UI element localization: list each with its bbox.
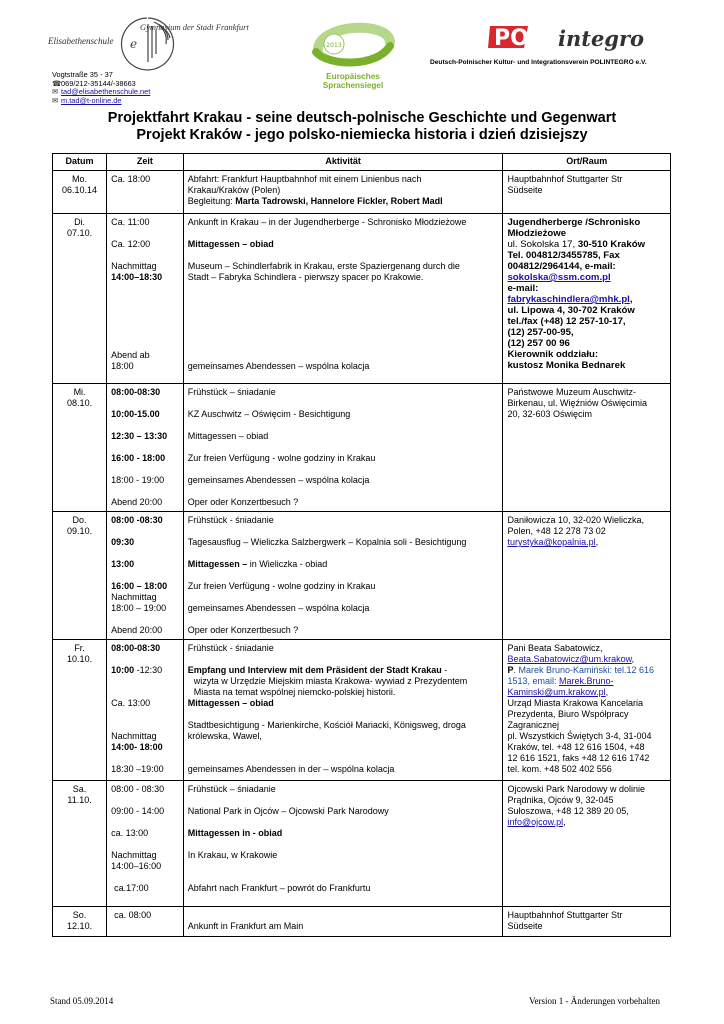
email-link[interactable]: info@ojcow.pl (507, 817, 564, 827)
phone: 069/212-35144/-38663 (61, 78, 136, 88)
footer-date: Stand 05.09.2014 (50, 996, 114, 1006)
email-link[interactable]: Beata.Sabatowicz@um.krakow (507, 654, 632, 664)
col-header-zeit: Zeit (107, 154, 184, 171)
table-row (53, 384, 671, 512)
school-logo (48, 14, 248, 72)
polintegro-logo-integro: integro (558, 26, 645, 51)
time-cell: Ca. 18:00 (107, 171, 184, 214)
email-link[interactable]: Marek.Bruno- (558, 676, 614, 686)
polintegro-logo (488, 22, 664, 52)
school-name: Gymnasium der Stadt Frankfurt (140, 22, 249, 32)
col-header-datum: Datum (53, 154, 107, 171)
activity-cell: Frühstück - śniadanie Empfang und Interview mit dem Präsident der Stadt Krakau - wizyta w Urzędzie Miejskim miasta Krakowa- wywiad z Prezydentem Miasta na temat wspólnej niemcko-polskiej historii. Mittagessen – obiad Stadtbesichtigung - Marienkirche, Kościół Mariacki, Königsweg, droga królewska, Wawel, gemeinsames Abendessen in der – wspólna kolacja (183, 640, 503, 781)
address: Vogtstraße 35 - 37 (52, 70, 113, 79)
footer-version: Version 1 - Änderungen vorbehalten (529, 996, 660, 1006)
table-header-row (53, 154, 671, 171)
activity-cell: Frühstück – śniadanie National Park in Ojców – Ojcowski Park Narodowy Mittagessen in - obiad In Krakau, w Krakowie Abfahrt nach Frankfurt – powrót do Frankfurtu (183, 781, 503, 907)
table-row (53, 640, 671, 781)
time-cell: Ca. 11:00 Ca. 12:00 Nachmittag 14:00–18:30 Abend ab 18:00 (107, 214, 184, 384)
school-logo-text: Elisabethenschule (48, 36, 114, 46)
siegel-label: Europäisches Sprachensiegel (322, 72, 384, 90)
email-link-2[interactable]: m.tad@t-online.de (61, 95, 122, 105)
location-cell: Daniłowicza 10, 32-020 Wieliczka, Polen, +48 12 278 73 02 turystyka@kopalnia.pl, (503, 512, 671, 640)
time-cell: ca. 08:00 (107, 907, 184, 937)
location-cell: Państwowe Muzeum Auschwitz- Birkenau, ul. Więźniów Oświęcimia 20, 32-603 Oświęcim (503, 384, 671, 512)
mail-icon: ✉ (52, 95, 59, 105)
location-cell: Ojcowski Park Narodowy w dolinie Prądnika, Ojców 9, 32-045 Sułoszowa, +48 12 389 20 05, info@ojcow.pl, (503, 781, 671, 907)
activity-cell: Ankunft in Krakau – in der Jugendherberge - Schronisko Młodzieżowe Mittagessen – obiad Museum – Schindlerfabrik in Krakau, erste Spaziergenang durch die Stadt – Fabryka Schindlera - pierwszy spacer po Krakowie. gemeinsames Abendessen – wspólna kolacja (183, 214, 503, 384)
date-cell: Sa. 11.10. (53, 781, 107, 907)
svg-text:e: e (130, 37, 138, 51)
association-name: Deutsch-Polnischer Kultur- und Integrationsverein POLINTEGRO e.V. (430, 59, 647, 66)
table-row (53, 512, 671, 640)
email-link[interactable]: turystyka@kopalnia.pl (507, 537, 596, 547)
schedule-table (52, 153, 671, 937)
table-row (53, 907, 671, 937)
date-cell: Fr. 10.10. (53, 640, 107, 781)
activity-cell: Ankunft in Frankfurt am Main (183, 907, 503, 937)
page-title-pl: Projekt Kraków - jego polsko-niemiecka historia i dzień dzisiejszy (136, 127, 588, 143)
col-header-aktivitaet: Aktivität (183, 154, 503, 171)
email-link[interactable]: sokolska@ssm.com.pl (507, 272, 611, 283)
location-cell: Hauptbahnhof Stuttgarter Str Südseite (503, 907, 671, 937)
sprachensiegel-logo (298, 16, 408, 88)
date-cell: So. 12.10. (53, 907, 107, 937)
email-link[interactable]: fabrykaschindlera@mhk.pl (507, 294, 630, 305)
activity-cell: Frühstück – śniadanie KZ Auschwitz – Oświęcim - Besichtigung Mittagessen – obiad Zur freien Verfügung - wolne godziny in Krakau gemeinsames Abendessen – wspólna kolacja Oper oder Konzertbesuch ? (183, 384, 503, 512)
date-cell: Di. 07.10. (53, 214, 107, 384)
col-header-ort: Ort/Raum (503, 154, 671, 171)
location-cell: Hauptbahnhof Stuttgarter Str Südseite (503, 171, 671, 214)
email-link[interactable]: Kaminski@um.krakow.pl (507, 687, 606, 697)
activity-cell: Frühstück - śniadanie Tagesausflug – Wieliczka Salzbergwerk – Kopalnia soli - Besichtigung Mittagessen – in Wieliczka - obiad Zur freien Verfügung - wolne godziny in Krakau gemeinsames Abendessen – wspólna kolacja Oper oder Konzertbesuch ? (183, 512, 503, 640)
date-cell: Mi. 08.10. (53, 384, 107, 512)
siegel-year: 2013 (326, 42, 342, 49)
escorts: Marta Tadrowski, Hannelore Fickler, Robert Madl (235, 196, 443, 206)
time-cell: 08:00-08:30 10:00 -12:30 Ca. 13:00 Nachmittag 14:00- 18:00 18:30 –19:00 (107, 640, 184, 781)
time-cell: 08:00 -08:30 09:30 13:00 16:00 – 18:00 Nachmittag 18:00 – 19:00 Abend 20:00 (107, 512, 184, 640)
phone-icon: ☎ (52, 78, 62, 88)
polintegro-logo-pol: POL (494, 26, 543, 51)
activity-cell: Abfahrt: Frankfurt Hauptbahnhof mit einem Linienbus nach Krakau/Kraków (Polen) Begleitung: Marta Tadrowski, Hannelore Fickler, Robert Madl (183, 171, 503, 214)
page-title-de: Projektfahrt Krakau - seine deutsch-polnische Geschichte und Gegenwart (107, 110, 617, 126)
table-row (53, 171, 671, 214)
contact-block (52, 71, 150, 105)
date-cell: Mo. 06.10.14 (53, 171, 107, 214)
sprachensiegel-emblem-icon (298, 16, 408, 72)
email-link-1[interactable]: tad@elisabethenschule.net (61, 87, 151, 97)
date-cell: Do. 09.10. (53, 512, 107, 640)
table-row (53, 214, 671, 384)
table-row (53, 781, 671, 907)
time-cell: 08:00 - 08:30 09:00 - 14:00 ca. 13:00 Nachmittag 14:00–16:00 ca.17:00 (107, 781, 184, 907)
time-cell: 08:00-08:30 10:00-15.00 12:30 – 13:30 16:00 - 18:00 18:00 - 19:00 Abend 20:00 (107, 384, 184, 512)
mail-icon: ✉ (52, 87, 59, 97)
location-cell: Jugendherberge /Schronisko Młodzieżowe ul. Sokolska 17, 30-510 Kraków Tel. 004812/3455785, Fax 004812/2964144, e-mail: sokolska@ssm.com.pl e-mail: fabrykaschindlera@mhk.pl, ul. Lipowa 4, 30-702 Kraków tel./fax (+48) 12 257-10-17, (12) 257-00-95, (12) 257 00 96 Kierownik oddziału: kustosz Monika Bednarek (503, 214, 671, 384)
location-cell: Pani Beata Sabatowicz, Beata.Sabatowicz@um.krakow, P. Marek Bruno-Kamiński: tel.12 616 1513, email: Marek.Bruno- Kaminski@um.krakow.pl, Urząd Miasta Krakowa Kancelaria Prezydenta, Biuro Współpracy Zagranicznej pl. Wszystkich Świętych 3-4, 31-004 Kraków, tel. +48 12 616 1504, +48 12 616 1521, faks +48 12 616 1742 tel. kom. +48 502 402 556 (503, 640, 671, 781)
